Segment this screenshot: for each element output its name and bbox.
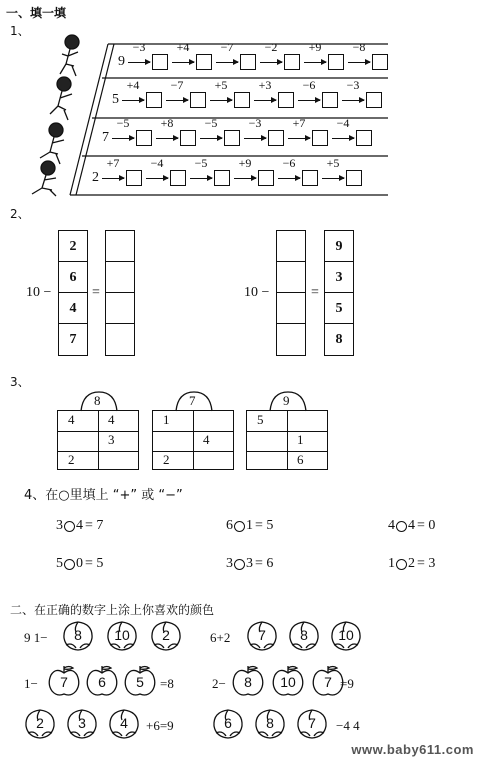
q1-operation: +4	[176, 40, 190, 54]
q1-arrow	[156, 138, 178, 139]
q3-grid-line	[287, 411, 288, 469]
fruit-number: 3	[78, 715, 86, 731]
apple-icon[interactable]	[84, 664, 120, 698]
q1-arrow	[234, 178, 256, 179]
q1-operation: +9	[308, 40, 322, 54]
q4-operand: 2	[408, 556, 415, 571]
fruit-number: 8	[244, 674, 252, 690]
peach-icon[interactable]	[244, 618, 280, 652]
q1-arrow	[342, 100, 364, 101]
q1-operation: −4	[336, 116, 350, 130]
q2-right-answer-cell[interactable]	[277, 293, 305, 324]
q3-grid-cell: 6	[297, 452, 304, 467]
q1-operation: +7	[106, 156, 120, 170]
operator-circle-icon[interactable]	[234, 559, 245, 570]
q1-operation: −2	[264, 40, 278, 54]
fruit-number: 10	[114, 627, 130, 643]
q1-arrow	[288, 138, 310, 139]
q1-answer-box[interactable]	[356, 130, 372, 146]
fruit-number: 7	[60, 674, 68, 690]
q1-answer-box[interactable]	[278, 92, 294, 108]
q4-result: = 6	[255, 556, 274, 571]
q4-result: = 0	[417, 518, 436, 533]
q1-answer-box[interactable]	[234, 92, 250, 108]
operator-circle-icon[interactable]	[396, 521, 407, 532]
q1-answer-box[interactable]	[180, 130, 196, 146]
q2-left-given-cell: 2	[59, 231, 87, 262]
q4-operand: 1	[246, 518, 253, 533]
q1-arrow	[200, 138, 222, 139]
q1-answer-box[interactable]	[136, 130, 152, 146]
q3-grid-cell: 5	[257, 412, 264, 427]
q4-operand: 5	[56, 556, 63, 571]
q2-right-given-column	[324, 230, 354, 356]
q3-grid-cell: 4	[203, 432, 210, 447]
part-two-row-label: 1−	[24, 676, 38, 691]
q3-grid-cell: 4	[108, 412, 115, 427]
q1-arrow	[122, 100, 144, 101]
q1-arrow	[278, 178, 300, 179]
q1-operation: −5	[204, 116, 218, 130]
q3-grid-line	[193, 411, 194, 469]
peach-icon[interactable]	[286, 618, 322, 652]
q4-operand: 4	[408, 518, 415, 533]
fruit-number: 6	[98, 674, 106, 690]
q3-grid-cell: 2	[163, 452, 170, 467]
q4-operand: 3	[246, 556, 253, 571]
part-two-title: 二、在正确的数字上涂上你喜欢的颜色	[10, 603, 215, 617]
fruit-number: 5	[136, 674, 144, 690]
q1-arrow	[128, 62, 150, 63]
q4-title: 4、在○里填上 “+” 或 “−”	[24, 488, 183, 503]
fruit-number: 10	[280, 674, 296, 690]
q1-operation: +7	[292, 116, 306, 130]
q2-left-answer-cell[interactable]	[106, 293, 134, 324]
q1-operation: −6	[302, 78, 316, 92]
q2-right-given-cell: 9	[325, 231, 353, 262]
q1-answer-box[interactable]	[214, 170, 230, 186]
apple-icon[interactable]	[270, 664, 306, 698]
peach-icon[interactable]	[64, 706, 100, 740]
q1-answer-box[interactable]	[372, 54, 388, 70]
q1-arrow	[210, 100, 232, 101]
q1-operation: +8	[160, 116, 174, 130]
q1-operation: −3	[346, 78, 360, 92]
operator-circle-icon[interactable]	[64, 521, 75, 532]
fruit-number: 8	[266, 715, 274, 731]
q4-equation	[226, 518, 273, 534]
q4-operand: 4	[76, 518, 83, 533]
q3-grid	[246, 410, 328, 470]
q1-operation: +5	[326, 156, 340, 170]
q1-operation: +4	[126, 78, 140, 92]
q3-grid	[57, 410, 139, 470]
q2-left-given-column	[58, 230, 88, 356]
q1-operation: −3	[132, 40, 146, 54]
q1-row	[92, 156, 372, 190]
q2-left-answer-cell[interactable]	[106, 231, 134, 262]
q2-right-equals: =	[311, 285, 319, 300]
q2-left-answer-cell[interactable]	[106, 324, 134, 355]
q1-arrow	[298, 100, 320, 101]
q2-right-given-cell: 8	[335, 332, 343, 347]
q1-arrow	[102, 178, 124, 179]
q1-arrow	[190, 178, 212, 179]
q3-top-number: 8	[94, 393, 101, 408]
apple-icon[interactable]	[122, 664, 158, 698]
q1-answer-box[interactable]	[196, 54, 212, 70]
part-two-row-label: 2−	[212, 676, 226, 691]
q2-right-answer-cell[interactable]	[277, 262, 305, 293]
q1-row	[118, 40, 398, 74]
q2-right-prefix: 10 −	[244, 285, 270, 300]
fruit-number: 6	[224, 715, 232, 731]
q4-equation	[388, 556, 435, 572]
q1-operation: −5	[194, 156, 208, 170]
q1-arrow	[172, 62, 194, 63]
q1-arrow	[112, 138, 134, 139]
q1-answer-box[interactable]	[240, 54, 256, 70]
fruit-number: 4	[120, 715, 128, 731]
fruit-number: 7	[308, 715, 316, 731]
operator-circle-icon[interactable]	[396, 559, 407, 570]
q3-grid-cell: 4	[68, 412, 75, 427]
q1-row	[102, 116, 382, 150]
q1-start-number: 2	[92, 170, 99, 185]
part-two-row-suffix: −4 4	[336, 718, 360, 733]
q1-arrow	[260, 62, 282, 63]
q1-label: 1、	[10, 24, 30, 38]
q3-top-number: 9	[283, 393, 290, 408]
q1-operation: +9	[238, 156, 252, 170]
q1-operation: +5	[214, 78, 228, 92]
q1-arrow	[332, 138, 354, 139]
q1-arrow	[304, 62, 326, 63]
q4-result: = 5	[255, 518, 274, 533]
part-two-row-suffix: =9	[340, 676, 354, 691]
q1-answer-box[interactable]	[224, 130, 240, 146]
q3-top-number: 7	[189, 393, 196, 408]
fruit-number: 10	[338, 627, 354, 643]
q1-answer-box[interactable]	[346, 170, 362, 186]
fruit-number: 7	[258, 627, 266, 643]
q4-equation	[56, 556, 103, 572]
peach-icon[interactable]	[22, 706, 58, 740]
q3-grid-line	[98, 411, 99, 469]
q2-left-given-cell: 4	[59, 293, 87, 324]
q1-answer-box[interactable]	[366, 92, 382, 108]
q3-grid-cell: 1	[163, 412, 170, 427]
q2-label: 2、	[10, 207, 30, 221]
fruit-number: 8	[300, 627, 308, 643]
q1-operation: −5	[116, 116, 130, 130]
q1-start-number: 5	[112, 92, 119, 107]
q3-grid-cell: 3	[108, 432, 115, 447]
q4-operand: 3	[226, 556, 233, 571]
part-two-row-label: 6+2	[210, 630, 231, 645]
peach-icon[interactable]	[106, 706, 142, 740]
q1-arrow	[146, 178, 168, 179]
q1-answer-box[interactable]	[312, 130, 328, 146]
fruit-number: 7	[324, 674, 332, 690]
q2-left-answer-column[interactable]	[105, 230, 135, 356]
q4-operand: 0	[76, 556, 83, 571]
q1-answer-box[interactable]	[170, 170, 186, 186]
q3-grid-cell: 2	[68, 452, 75, 467]
q1-operation: −7	[170, 78, 184, 92]
part-one-title: 一、填一填	[6, 6, 67, 20]
q1-arrow	[254, 100, 276, 101]
q1-operation: −7	[220, 40, 234, 54]
q4-operand: 4	[388, 518, 395, 533]
q3-grid-cell: 1	[297, 432, 304, 447]
apple-icon[interactable]	[230, 664, 266, 698]
q3-grid	[152, 410, 234, 470]
q1-answer-box[interactable]	[322, 92, 338, 108]
q4-result: = 7	[85, 518, 104, 533]
q1-answer-box[interactable]	[126, 170, 142, 186]
peach-icon[interactable]	[252, 706, 288, 740]
q4-equation	[226, 556, 273, 572]
peach-icon[interactable]	[60, 618, 96, 652]
part-two-row-label: 9 1−	[24, 630, 48, 645]
part-two-row-suffix: =8	[160, 676, 174, 691]
q4-equation	[56, 518, 103, 534]
q1-answer-box[interactable]	[284, 54, 300, 70]
q1-answer-box[interactable]	[328, 54, 344, 70]
q1-operation: −4	[150, 156, 164, 170]
q1-answer-box[interactable]	[152, 54, 168, 70]
q1-arrow	[166, 100, 188, 101]
q4-result: = 5	[85, 556, 104, 571]
q1-operation: +3	[258, 78, 272, 92]
q1-answer-box[interactable]	[258, 170, 274, 186]
q2-right-answer-cell[interactable]	[277, 324, 305, 355]
watermark: www.baby611.com	[351, 742, 474, 757]
q2-left-given-cell: 7	[69, 332, 77, 347]
q4-operand: 3	[56, 518, 63, 533]
q1-arrow	[244, 138, 266, 139]
q1-start-number: 9	[118, 54, 125, 69]
q2-left-answer-cell[interactable]	[106, 262, 134, 293]
part-two-row-suffix: +6=9	[146, 718, 174, 733]
q2-right-given-cell: 3	[325, 262, 353, 293]
operator-circle-icon[interactable]	[64, 559, 75, 570]
q2-left-prefix: 10 −	[26, 285, 52, 300]
q1-arrow	[348, 62, 370, 63]
q1-answer-box[interactable]	[268, 130, 284, 146]
q3-label: 3、	[10, 375, 30, 389]
q4-operand: 1	[388, 556, 395, 571]
q2-right-answer-cell[interactable]	[277, 231, 305, 262]
q2-right-given-cell: 5	[325, 293, 353, 324]
operator-circle-icon[interactable]	[234, 521, 245, 532]
q1-answer-box[interactable]	[190, 92, 206, 108]
q4-result: = 3	[417, 556, 436, 571]
q1-start-number: 7	[102, 130, 109, 145]
q2-left-equals: =	[92, 285, 100, 300]
peach-icon[interactable]	[104, 618, 140, 652]
q4-operand: 6	[226, 518, 233, 533]
q1-arrow	[322, 178, 344, 179]
apple-icon[interactable]	[46, 664, 82, 698]
q1-answer-box[interactable]	[302, 170, 318, 186]
peach-icon[interactable]	[210, 706, 246, 740]
q2-right-answer-column[interactable]	[276, 230, 306, 356]
peach-icon[interactable]	[328, 618, 364, 652]
fruit-number: 2	[162, 627, 170, 643]
peach-icon[interactable]	[294, 706, 330, 740]
q1-arrow	[216, 62, 238, 63]
fruit-number: 2	[36, 715, 44, 731]
peach-icon[interactable]	[148, 618, 184, 652]
q1-operation: −3	[248, 116, 262, 130]
q1-answer-box[interactable]	[146, 92, 162, 108]
q2-left-given-cell: 6	[59, 262, 87, 293]
fruit-number: 8	[74, 627, 82, 643]
q4-equation	[388, 518, 435, 534]
q1-row	[112, 78, 392, 112]
q1-operation: −6	[282, 156, 296, 170]
q1-operation: −8	[352, 40, 366, 54]
